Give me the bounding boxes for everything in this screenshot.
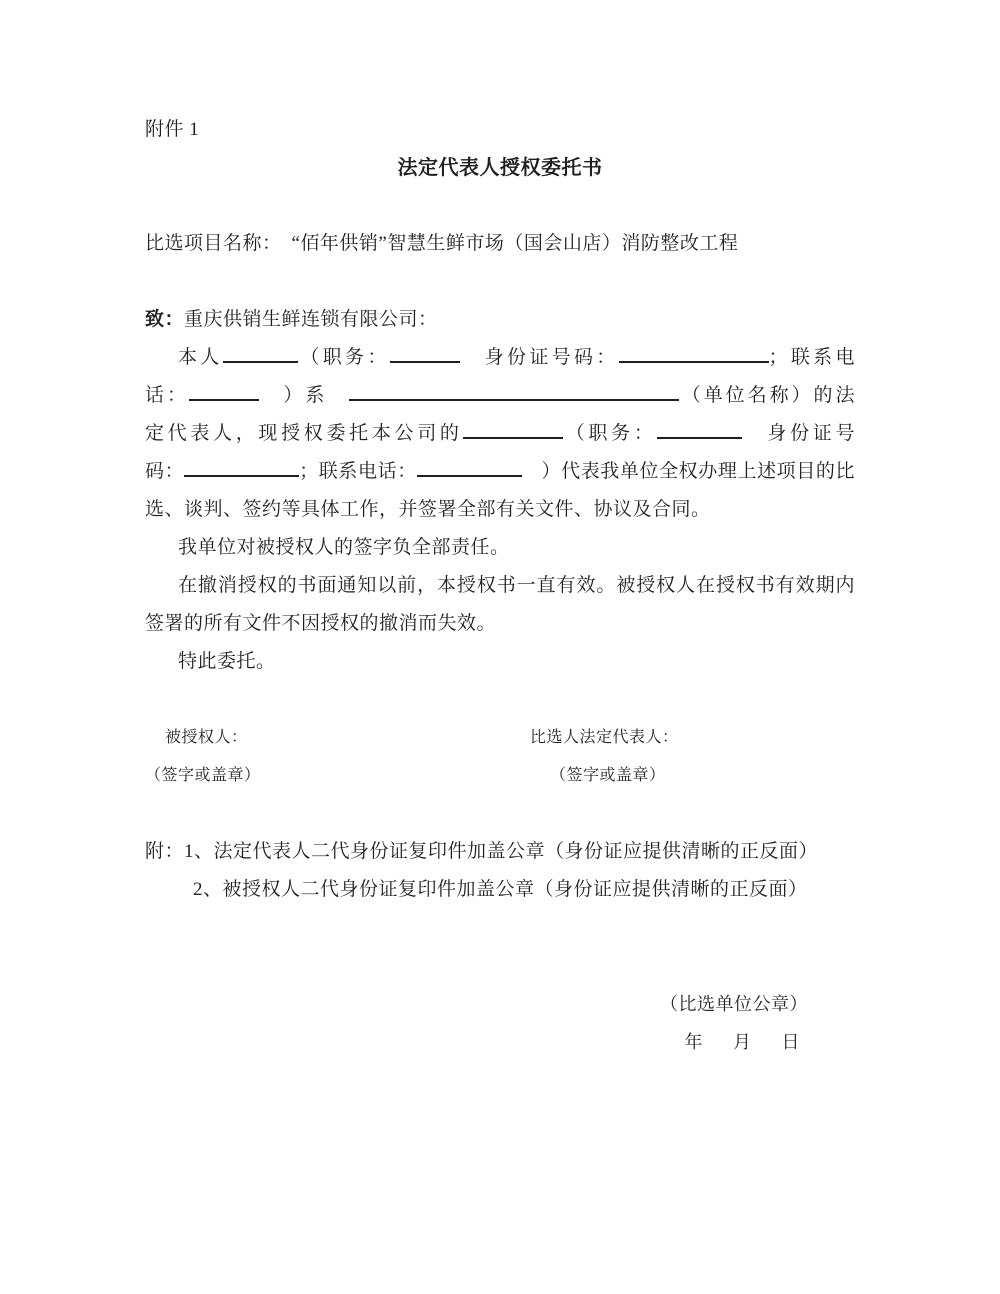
addressee-line (145, 301, 855, 339)
blank-underline (189, 380, 259, 401)
attachment-note-1: 附：1、法定代表人二代身份证复印件加盖公章（身份证应提供清晰的正反面） (145, 841, 819, 862)
body-line: 定代表人，现授权委托本公司的 （职务： 身份证号 (145, 415, 855, 453)
blank-underline (619, 342, 769, 363)
seal-note: （比选单位公章） (660, 994, 808, 1014)
attachment-label: 附件 1 (145, 119, 200, 140)
project-name-line: 比选项目名称： “佰年供销”智慧生鲜市场（国会山店）消防整改工程 (145, 233, 739, 254)
body-line: 在撤消授权的书面通知以前，本授权书一直有效。被授权人在授权书有效期内 (178, 575, 855, 596)
sign-note-right: （签字或盖章） (550, 767, 666, 784)
document-content (145, 0, 855, 1061)
addressee-name: 重庆供销生鲜连锁有限公司： (184, 309, 438, 330)
body-line: 话： ）系 （单位名称）的法 (145, 377, 855, 415)
body-line: 选、谈判、签约等具体工作，并签署全部有关文件、协议及合同。 (145, 499, 711, 520)
blank-underline (184, 456, 299, 477)
blank-underline (417, 456, 522, 477)
blank-underline (390, 342, 460, 363)
body-line: 签署的所有文件不因授权的撤消而失效。 (145, 613, 497, 634)
bidder-representative-label: 比选人法定代表人： (530, 729, 679, 746)
authorized-person-label: 被授权人： (165, 729, 248, 746)
footer (145, 985, 855, 1061)
attachment-note-2: 2、被授权人二代身份证复印件加盖公章（身份证应提供清晰的正反面） (193, 879, 808, 900)
date-line (145, 1023, 855, 1061)
body-line: 码： ；联系电话： ）代表我单位全权办理上述项目的比 (145, 453, 855, 491)
date-year-label: 年 (684, 1032, 703, 1052)
blank-underline (349, 380, 679, 401)
body-line: 本人 （职务： 身份证号码： ；联系电 (145, 339, 855, 377)
date-month-label: 月 (733, 1032, 752, 1052)
addressee-prefix: 致： (145, 309, 185, 330)
blank-underline (223, 342, 298, 363)
signature-section (145, 719, 855, 795)
document-title: 法定代表人授权委托书 (397, 157, 603, 179)
body-line: 我单位对被授权人的签字负全部责任。 (178, 537, 510, 558)
blank-underline (463, 418, 563, 439)
body-line: 特此委托。 (178, 651, 276, 672)
attachment-notes (145, 833, 855, 909)
date-day-label: 日 (781, 1032, 800, 1052)
sign-note-left: （签字或盖章） (145, 767, 261, 784)
authorization-body (145, 339, 855, 681)
blank-underline (657, 418, 742, 439)
